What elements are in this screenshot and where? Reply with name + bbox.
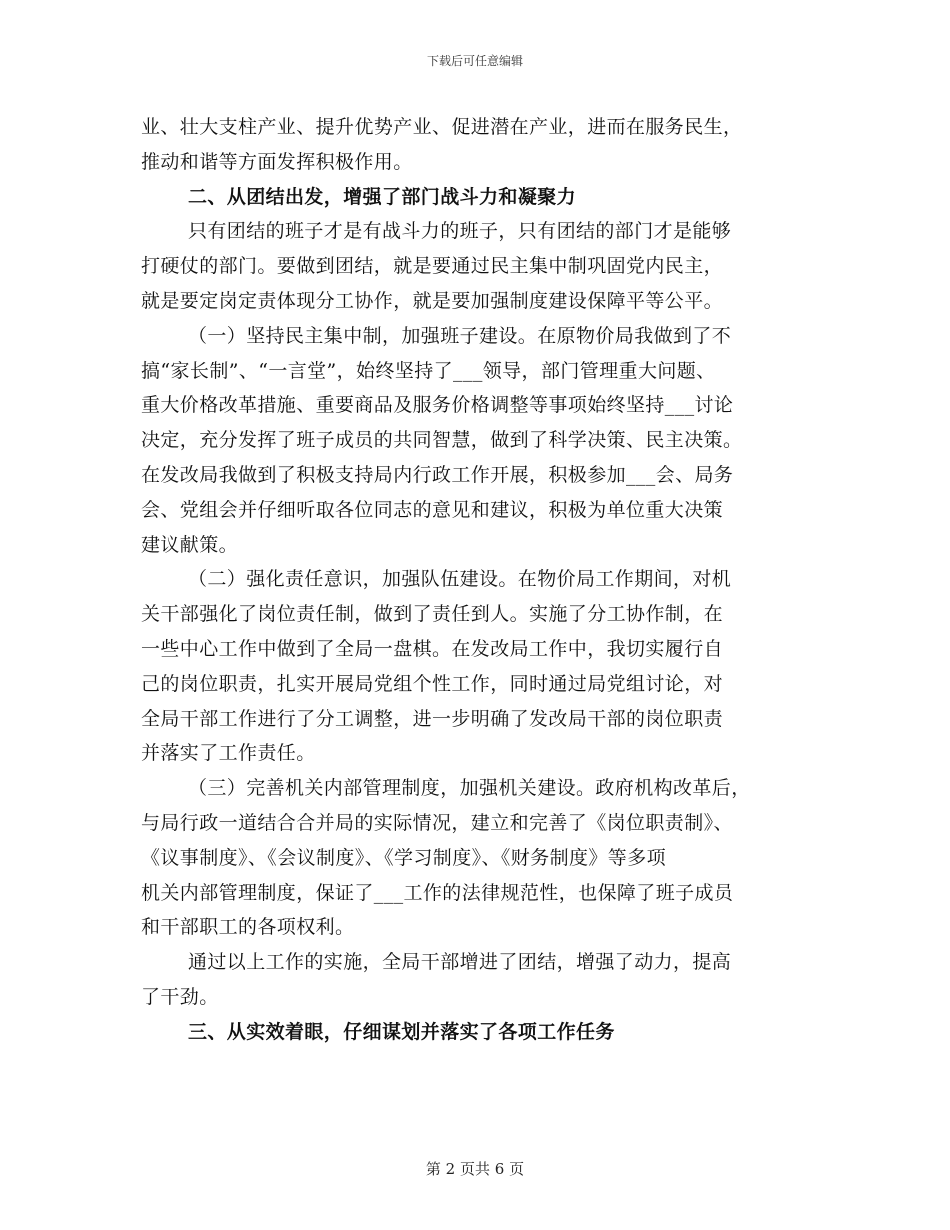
body-text-line: 一些中心工作中做到了全局一盘棋。在发改局工作中，我切实履行自 [141,637,724,660]
body-text-line: （一）坚持民主集中制，加强班子建设。在原物价局我做到了不 [188,324,732,347]
body-text-line: 建议献策。 [141,533,239,556]
body-text-line: 通过以上工作的实施，全局干部增进了团结，增强了动力，提高 [188,951,732,974]
body-text-line: 并落实了工作责任。 [141,742,316,765]
body-text-line: 决定，充分发挥了班子成员的共同智慧，做到了科学决策、民主决策。 [141,429,743,452]
body-text-line: 搞“家长制”、“一言堂”，始终坚持了___领导，部门管理重大问题、 [141,359,716,382]
body-text-line: 《议事制度》、《会议制度》、《学习制度》、《财务制度》等多项 [141,846,667,869]
body-text-line: 机关内部管理制度，保证了___工作的法律规范性，也保障了班子成员 [141,881,734,904]
page-footer: 第 2 页共 6 页 [425,1160,525,1178]
body-text-line: 会、党组会并仔细听取各位同志的意见和建议，积极为单位重大决策 [141,498,724,521]
body-text-line: 了干劲。 [141,985,219,1008]
page-header: 下载后可任意编辑 [426,54,523,68]
body-text-line: 只有团结的班子才是有战斗力的班子，只有团结的部门才是能够 [188,220,732,243]
body-text-line: 就是要定岗定责体现分工协作，就是要加强制度建设保障平等公平。 [141,289,724,312]
body-text-line: 全局干部工作进行了分工调整，进一步明确了发改局干部的岗位职责 [141,707,724,730]
body-text-line: 在发改局我做到了积极支持局内行政工作开展，积极参加___会、局务 [141,463,734,486]
body-text-line: （三）完善机关内部管理制度，加强机关建设。政府机构改革后， [188,777,751,800]
body-text-line: 己的岗位职责，扎实开展局党组个性工作，同时通过局党组讨论，对 [141,672,724,695]
body-text-line: 与局行政一道结合合并局的实际情况，建立和完善了《岗位职责制》、 [141,811,733,834]
body-text-line: 和干部职工的各项权利。 [141,916,355,939]
body-text-line: 打硬仗的部门。要做到团结，就是要通过民主集中制巩固党内民主， [141,255,724,278]
body-text-line: 推动和谐等方面发挥积极作用。 [141,150,413,173]
section-heading-line: 二、从团结出发，增强了部门战斗力和凝聚力 [188,185,577,208]
document-body [141,110,817,1050]
section-heading-line: 三、从实效着眼，仔细谋划并落实了各项工作任务 [188,1020,615,1043]
body-text-line: 关干部强化了岗位责任制，做到了责任到人。实施了分工协作制，在 [141,603,724,626]
body-text-line: （二）强化责任意识，加强队伍建设。在物价局工作期间，对机 [188,568,732,591]
body-text-line: 重大价格改革措施、重要商品及服务价格调整等事项始终坚持___讨论 [141,394,734,417]
body-text-line: 业、壮大支柱产业、提升优势产业、促进潜在产业，进而在服务民生， [141,116,743,138]
